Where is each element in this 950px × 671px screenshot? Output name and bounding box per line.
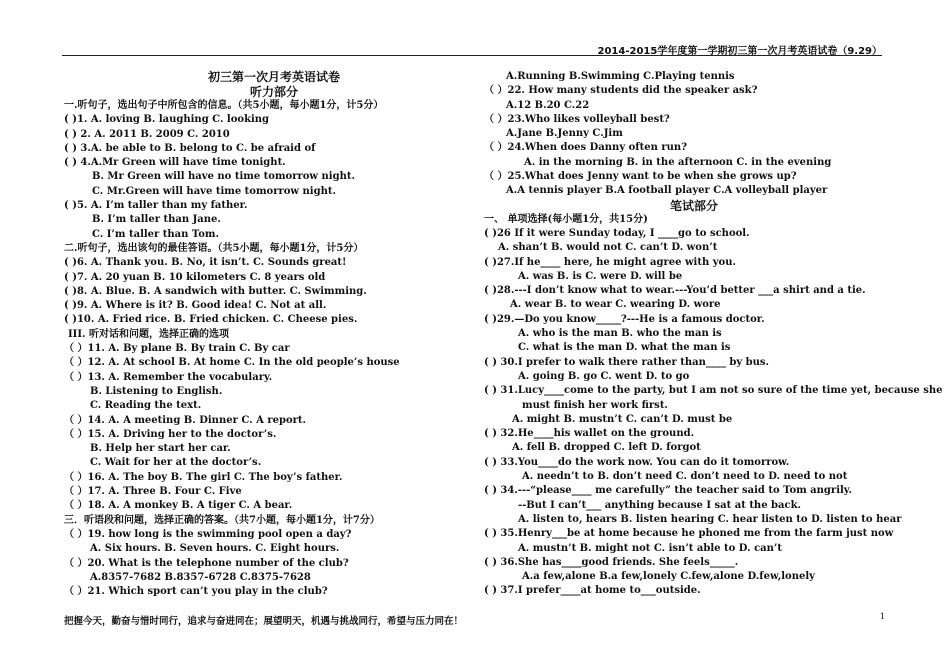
page-number: 1 <box>879 612 885 621</box>
question-line: A.Jane B.Jenny C.Jim <box>506 128 623 140</box>
question-line: ( ) 30.I prefer to walk there rather than____ by bus. <box>484 356 769 368</box>
question-line: ( ) 2. A. 2011 B. 2009 C. 2010 <box>64 128 230 140</box>
question-line: A.12 B.20 C.22 <box>506 99 590 111</box>
question-line: A. might B. mustn’t C. can’t D. must be <box>512 413 733 425</box>
question-line: ( ) 37.I prefer____at home to___outside. <box>484 585 701 597</box>
motto-footer: 把握今天，勤奋与惜时同行，追求与奋进同在；展望明天，机遇与挑战同行，希望与压力同在！ <box>64 616 464 627</box>
question-line: ( )27.If he____ here, he might agree with you. <box>484 256 736 268</box>
question-line: 一.听句子，选出句子中所包含的信息。（共5小题，每小题1分，计5分） <box>64 100 384 111</box>
question-line: ( ) 33.You____do the work now. You can do it tomorrow. <box>484 456 790 468</box>
question-line: ( ) 36.She has____good friends. She feels_____. <box>484 556 739 568</box>
left-column <box>64 70 484 599</box>
question-line: C. Wait for her at the doctor’s. <box>90 457 262 469</box>
question-line: ( )10. A. Fried rice. B. Fried chicken. C. Cheese pies. <box>64 314 358 326</box>
question-line: （ ）12. A. At school B. At home C. In the old people’s house <box>64 357 400 369</box>
question-line: A. was B. is C. were D. will be <box>518 270 683 282</box>
question-line: A. going B. go C. went D. to go <box>518 370 690 382</box>
question-line: （ ）20. What is the telephone number of the club? <box>64 557 349 569</box>
question-line: ( )28.---I don’t know what to wear.---You’d better ___a shirt and a tie. <box>484 285 866 297</box>
question-line: C. what is the man D. what the man is <box>518 342 731 354</box>
question-line: B. Mr Green will have no time tomorrow night. <box>92 171 355 183</box>
question-line: （ ）15. A. Driving her to the doctor’s. <box>64 428 277 440</box>
question-line: A. mustn’t B. might not C. isn’t able to D. can’t <box>518 542 783 554</box>
question-line: （ ）24.When does Danny often run? <box>484 142 687 154</box>
question-line: ( )5. A. I’m taller than my father. <box>64 200 248 212</box>
question-line: （ ）25.What does Jenny want to be when she grows up? <box>484 171 797 183</box>
question-line: A.a few,alone B.a few,lonely C.few,alone D.few,lonely <box>522 571 815 583</box>
question-line: ( ) 34.---“please____ me carefully” the teacher said to Tom angrily. <box>484 485 852 497</box>
question-line: III. 听对话和问题，选择正确的选项 <box>68 328 229 340</box>
question-line: （ ）11. A. By plane B. By train C. By car <box>64 343 290 355</box>
listening-section-title: 听力部分 <box>249 85 298 99</box>
question-line: ( )6. A. Thank you. B. No, it isn’t. C. Sounds great! <box>64 257 347 269</box>
question-line: ( ) 35.Henry___be at home because he phoned me from the farm just now <box>484 528 894 540</box>
question-line: A. shan’t B. would not C. can’t D. won’t <box>498 242 718 254</box>
question-line: A. Six hours. B. Seven hours. C. Eight hours. <box>90 543 340 555</box>
question-line: C. Reading the text. <box>90 400 202 412</box>
question-line: A. fell B. dropped C. left D. forgot <box>512 442 701 454</box>
question-line: 二.听句子，选出该句的最佳答语。（共5小题，每小题1分，计5分） <box>64 242 364 254</box>
question-line: A. who is the man B. who the man is <box>518 328 722 340</box>
question-line: （ ）23.Who likes volleyball best? <box>484 113 670 125</box>
question-line: A. in the morning B. in the afternoon C. in the evening <box>524 156 832 168</box>
question-line: ( ) 3.A. be able to B. belong to C. be afraid of <box>64 142 316 154</box>
question-line: A. listen to, hears B. listen hearing C. hear listen to D. listen to hear <box>518 513 902 525</box>
question-line: ( )8. A. Blue. B. A sandwich with butter. C. Swimming. <box>64 285 367 297</box>
question-line: ( )9. A. Where is it? B. Good idea! C. Not at all. <box>64 300 327 312</box>
question-line: （ ）13. A. Remember the vocabulary. <box>64 371 273 383</box>
question-line: C. I’m taller than Tom. <box>92 228 219 240</box>
header-rule <box>62 55 882 56</box>
question-line: ( )26 If it were Sunday today, I ____go to school. <box>484 227 750 239</box>
question-line: （ ）19. how long is the swimming pool open a day? <box>64 528 352 540</box>
question-line: 三．听语段和问题，选择正确的答案。（共7小题，每小题1分，计7分） <box>64 514 380 526</box>
question-line: ( )7. A. 20 yuan B. 10 kilometers C. 8 years old <box>64 271 326 283</box>
left-question-list <box>64 99 484 599</box>
question-line: C. Mr.Green will have time tomorrow night. <box>92 185 336 197</box>
right-column <box>484 70 943 599</box>
right-question-list <box>484 70 943 599</box>
question-line: ( ) 31.Lucy____come to the party, but I am not so sure of the time yet, because she <box>484 385 943 397</box>
question-line: B. Help her start her car. <box>90 443 231 455</box>
exam-header: 2014-2015学年度第一学期初三第一次月考英语试卷（9.29） <box>597 46 882 57</box>
question-line: B. Listening to English. <box>90 385 223 397</box>
question-line: A.Running B.Swimming C.Playing tennis <box>506 71 735 82</box>
question-line: --But I can’t___ anything because I sat at the back. <box>518 499 802 511</box>
question-line: A.A tennis player B.A football player C.A volleyball player <box>506 185 828 197</box>
question-line: （ ）22. How many students did the speaker ask? <box>484 85 758 97</box>
question-line: A. needn’t to B. don’t need C. don’t need to D. need to not <box>522 471 848 483</box>
question-line: （ ）21. Which sport can’t you play in the club? <box>64 586 328 598</box>
question-line: 一、 单项选择(每小题1分，共15分) <box>484 213 648 225</box>
question-line: （ ）14. A. A meeting B. Dinner C. A report. <box>64 414 306 426</box>
written-section-title: 笔试部分 <box>669 198 718 213</box>
question-line: ( ) 4.A.Mr Green will have time tonight. <box>64 157 286 169</box>
question-line: （ ）16. A. The boy B. The girl C. The boy’s father. <box>64 471 343 483</box>
exam-title: 初三第一次月考英语试卷 <box>207 70 340 84</box>
question-line: A. wear B. to wear C. wearing D. wore <box>510 299 721 311</box>
question-line: must finish her work first. <box>522 399 668 411</box>
question-line: （ ）17. A. Three B. Four C. Five <box>64 486 242 498</box>
question-line: ( )29.—Do you know_____?---He is a famous doctor. <box>484 313 765 325</box>
question-line: （ ）18. A. A monkey B. A tiger C. A bear. <box>64 500 293 512</box>
question-line: ( ) 32.He____his wallet on the ground. <box>484 428 695 440</box>
question-line: A.8357-7682 B.8357-6728 C.8375-7628 <box>90 571 311 583</box>
question-line: ( )1. A. loving B. laughing C. looking <box>64 114 270 126</box>
question-line: B. I’m taller than Jane. <box>92 214 221 226</box>
